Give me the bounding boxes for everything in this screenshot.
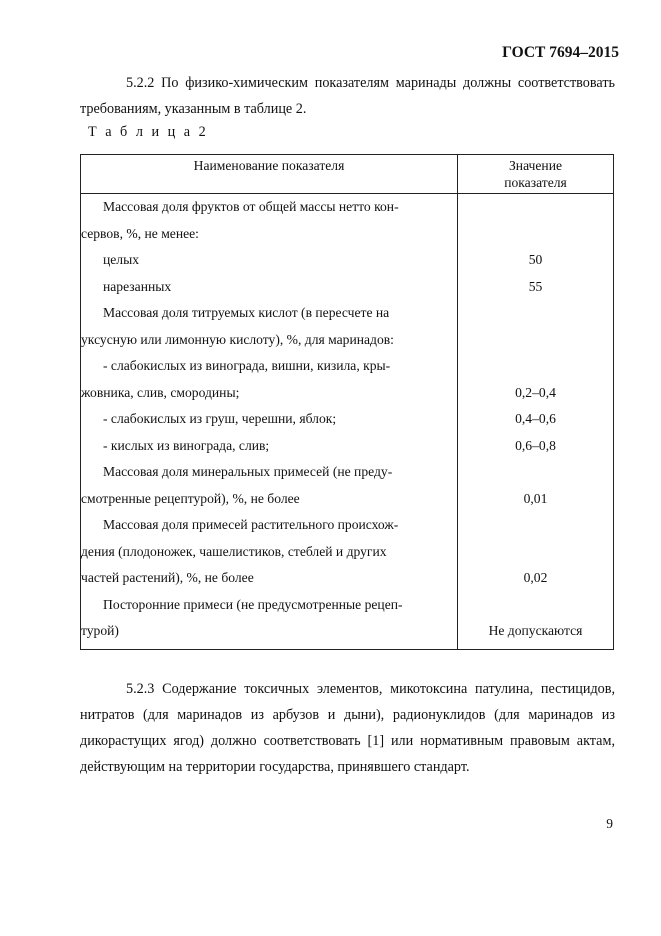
row-name-cell: [81, 433, 458, 460]
row-name-line: турой): [81, 623, 119, 638]
row-value-spacer: [458, 539, 613, 566]
row-value: 0,4–0,6: [515, 411, 556, 426]
row-name-cell: [81, 592, 458, 650]
table-row: [81, 194, 614, 248]
row-name-line: дения (плодоножек, чашелистиков, стеблей и других: [81, 543, 387, 559]
row-name-line: Массовая доля минеральных примесей (не преду-: [103, 464, 393, 479]
row-value-cell: [458, 353, 614, 406]
row-value-spacer: [458, 459, 613, 486]
row-name-cell: [81, 300, 458, 353]
table-row: [81, 300, 614, 353]
table-row: [81, 433, 614, 460]
table-row: [81, 512, 614, 592]
row-name-line: Посторонние примеси (не предусмотренные рецеп-: [103, 596, 403, 612]
row-name-cell: [81, 274, 458, 301]
row-name-line: целых: [103, 252, 140, 267]
row-value-cell: [458, 194, 614, 248]
row-value-cell: [458, 512, 614, 592]
row-name-cell: [81, 247, 458, 274]
row-value: 0,01: [523, 490, 548, 506]
row-name-line: смотренные рецептурой), %, не более: [81, 490, 300, 506]
row-value-spacer: [458, 592, 613, 619]
row-name-line: Массовая доля фруктов от общей массы нетто кон-: [103, 199, 399, 214]
row-value-spacer: [458, 353, 613, 380]
table-caption: Т а б л и ц а 2: [88, 124, 209, 140]
indicators-table: [80, 154, 614, 650]
row-value: 55: [528, 278, 543, 294]
row-value-cell: [458, 592, 614, 650]
row-name-line: жовника, слив, смородины;: [81, 384, 240, 400]
row-name-cell: [81, 512, 458, 592]
row-value-cell: [458, 406, 614, 433]
row-name-line: частей растений), %, не более: [81, 570, 254, 585]
row-value-cell: [458, 459, 614, 512]
row-value: 0,6–0,8: [515, 437, 556, 453]
table-header-row: [81, 155, 614, 194]
row-name-line: Массовая доля титруемых кислот (в пересчете на: [103, 305, 390, 320]
row-value-spacer: [458, 512, 613, 539]
row-value-cell: [458, 247, 614, 274]
row-value-cell: [458, 274, 614, 301]
table-row: [81, 247, 614, 274]
page-number: 9: [606, 816, 613, 831]
row-name-line: уксусную или лимонную кислоту), %, для маринадов:: [81, 331, 394, 347]
table-row: [81, 353, 614, 406]
row-name-cell: [81, 459, 458, 512]
row-name-line: Массовая доля примесей растительного происхож-: [103, 517, 399, 532]
row-name-line: сервов, %, не менее:: [81, 225, 199, 241]
table-row: [81, 459, 614, 512]
row-name-line: - слабокислых из винограда, вишни, кизила, кры-: [103, 358, 391, 373]
header-indicator-value: [458, 155, 614, 194]
header-indicator-name: Наименование показателя: [81, 155, 458, 194]
row-value-cell: [458, 300, 614, 353]
row-name-line: - кислых из винограда, слив;: [103, 437, 270, 453]
header-value-text: Значение показателя: [504, 158, 567, 190]
paragraph-5-2-3: 5.2.3 Содержание токсичных элементов, микотоксина патулина, пестицидов, нитратов (для маринадов из арбузов и дыни), радионуклидов (для маринадов из дикорастущих ягод) должно соответствовать [1] или нормативным правовым актам, действующим на территории государства, принявшего стандарт.: [80, 681, 615, 775]
row-value: 50: [528, 252, 543, 267]
paragraph-5-2-2: 5.2.2 По физико-химическим показателям маринады должны соответствовать требованиям, указанным в таблице 2.: [80, 75, 615, 117]
row-name-cell: [81, 353, 458, 406]
row-value: Не допускаются: [488, 623, 583, 638]
row-value: 0,2–0,4: [515, 384, 556, 400]
document-code: ГОСТ 7694–2015: [502, 44, 619, 61]
table-row: [81, 406, 614, 433]
table-row: [81, 274, 614, 301]
row-name-cell: [81, 194, 458, 248]
row-value-cell: [458, 433, 614, 460]
row-value: 0,02: [523, 570, 548, 585]
table-row: [81, 592, 614, 650]
row-name-cell: [81, 406, 458, 433]
row-name-line: нарезанных: [103, 278, 172, 294]
row-name-line: - слабокислых из груш, черешни, яблок;: [103, 411, 337, 426]
